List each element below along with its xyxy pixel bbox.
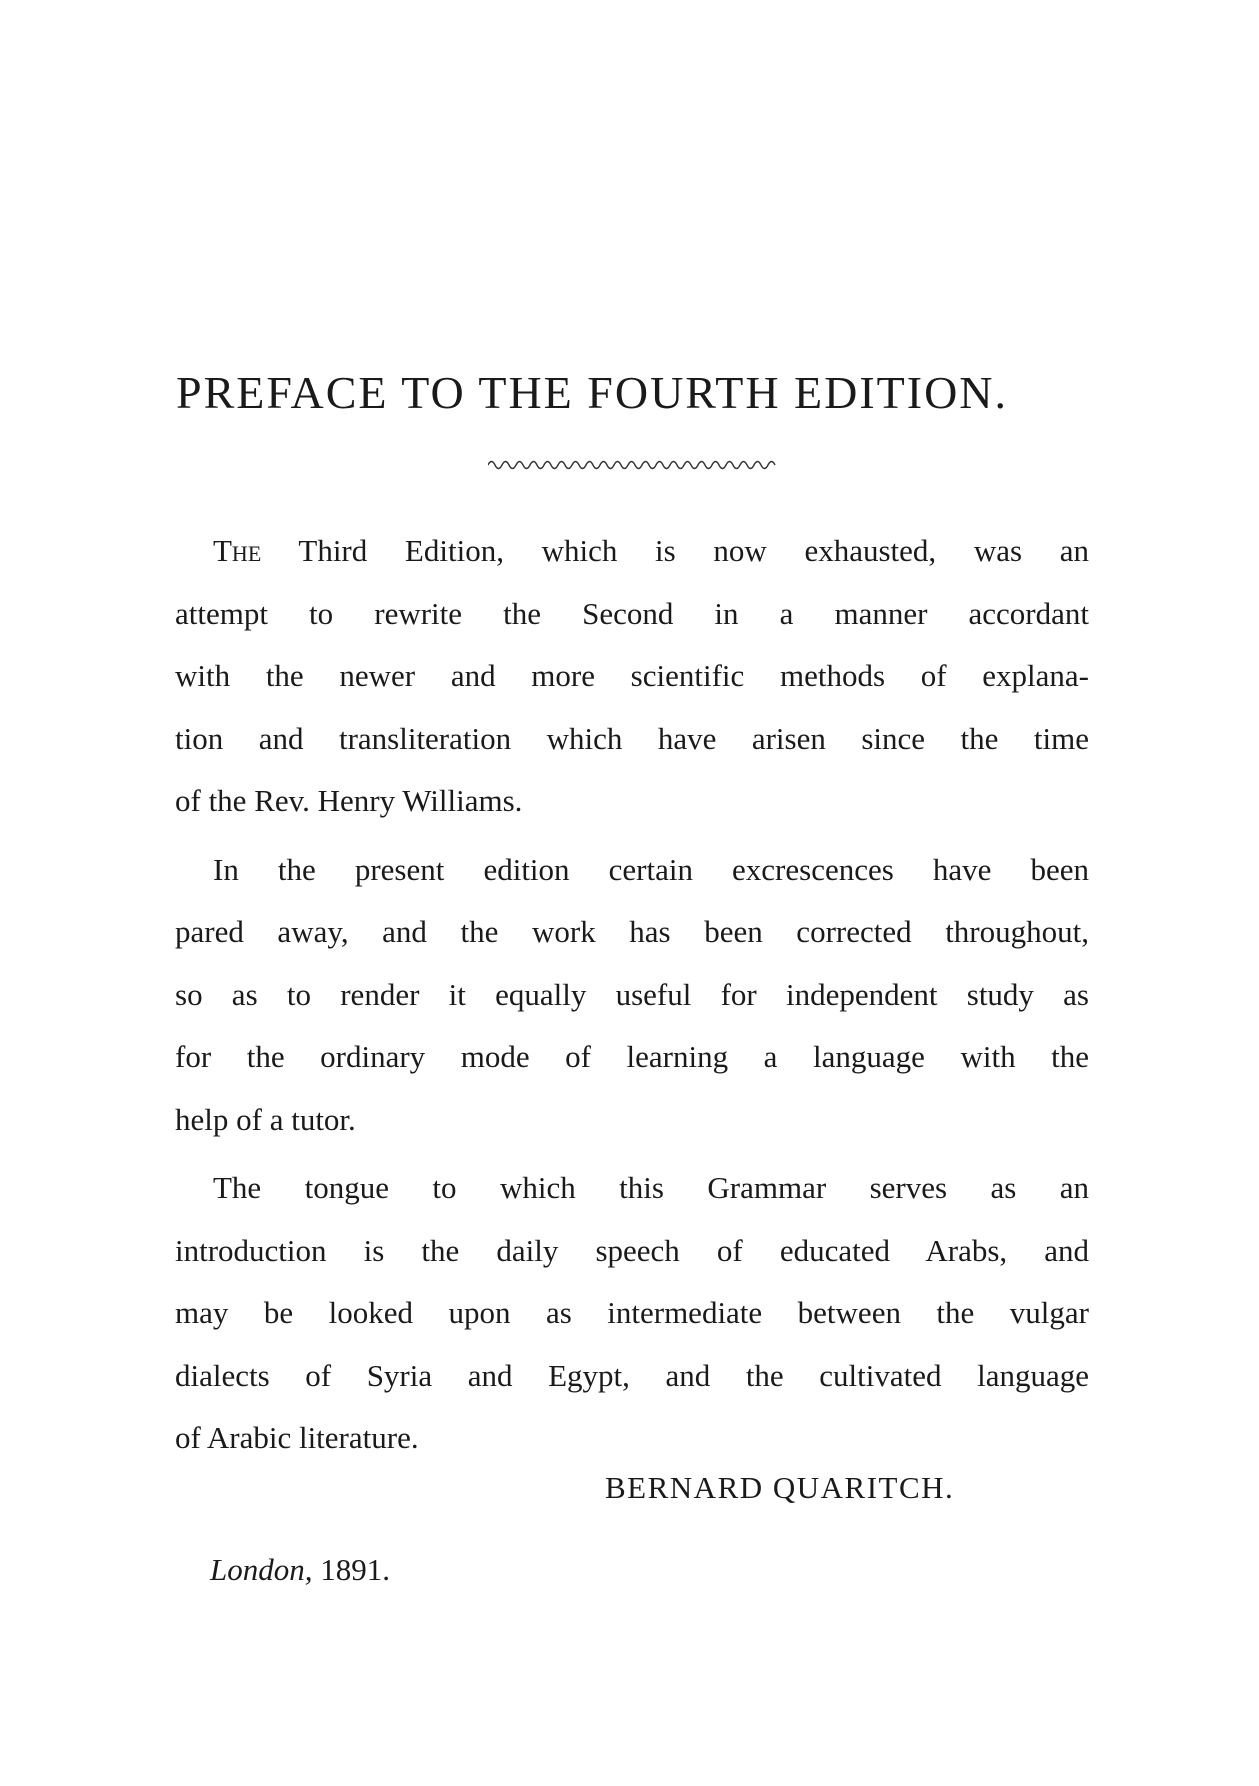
text-line: tion and transliteration which have arisen since the time xyxy=(175,720,1089,756)
text-line xyxy=(175,520,1089,583)
paragraph-3 xyxy=(175,1157,1089,1470)
lead-word: The xyxy=(213,533,262,568)
dateline-place: London, xyxy=(210,1552,313,1587)
preface-body xyxy=(175,520,1089,1476)
text-line: with the newer and more scientific methods of explana- xyxy=(175,658,1089,693)
text-line: introduction is the daily speech of educated Arabs, and xyxy=(175,1232,1089,1268)
text-line: attempt to rewrite the Second in a manner accordant xyxy=(175,595,1089,631)
text-line: pared away, and the work has been corrected throughout, xyxy=(175,914,1089,949)
text-line: may be looked upon as intermediate between the vulgar xyxy=(175,1295,1089,1330)
text-line: help of a tutor. xyxy=(175,1101,356,1137)
page-title: PREFACE TO THE FOURTH EDITION. xyxy=(176,367,1009,418)
text-line: The tongue to which this Grammar serves as an xyxy=(213,1170,1089,1205)
text-line: In the present edition certain excrescences have been xyxy=(213,851,1089,887)
decorative-rule xyxy=(488,455,778,473)
signature: BERNARD QUARITCH. xyxy=(605,1470,955,1505)
paragraph-2 xyxy=(175,839,1089,1152)
text-line: of the Rev. Henry Williams. xyxy=(175,783,523,818)
dateline-year: 1891. xyxy=(320,1552,390,1587)
text-line: for the ordinary mode of learning a language with the xyxy=(175,1039,1089,1074)
text-line: dialects of Syria and Egypt, and the cultivated language xyxy=(175,1357,1089,1393)
dateline xyxy=(210,1552,390,1588)
text-line: of Arabic literature. xyxy=(175,1420,419,1455)
line-text: Third Edition, which is now exhausted, was an xyxy=(261,533,1089,568)
paragraph-1 xyxy=(175,520,1089,833)
text-line: so as to render it equally useful for independent study as xyxy=(175,976,1089,1012)
